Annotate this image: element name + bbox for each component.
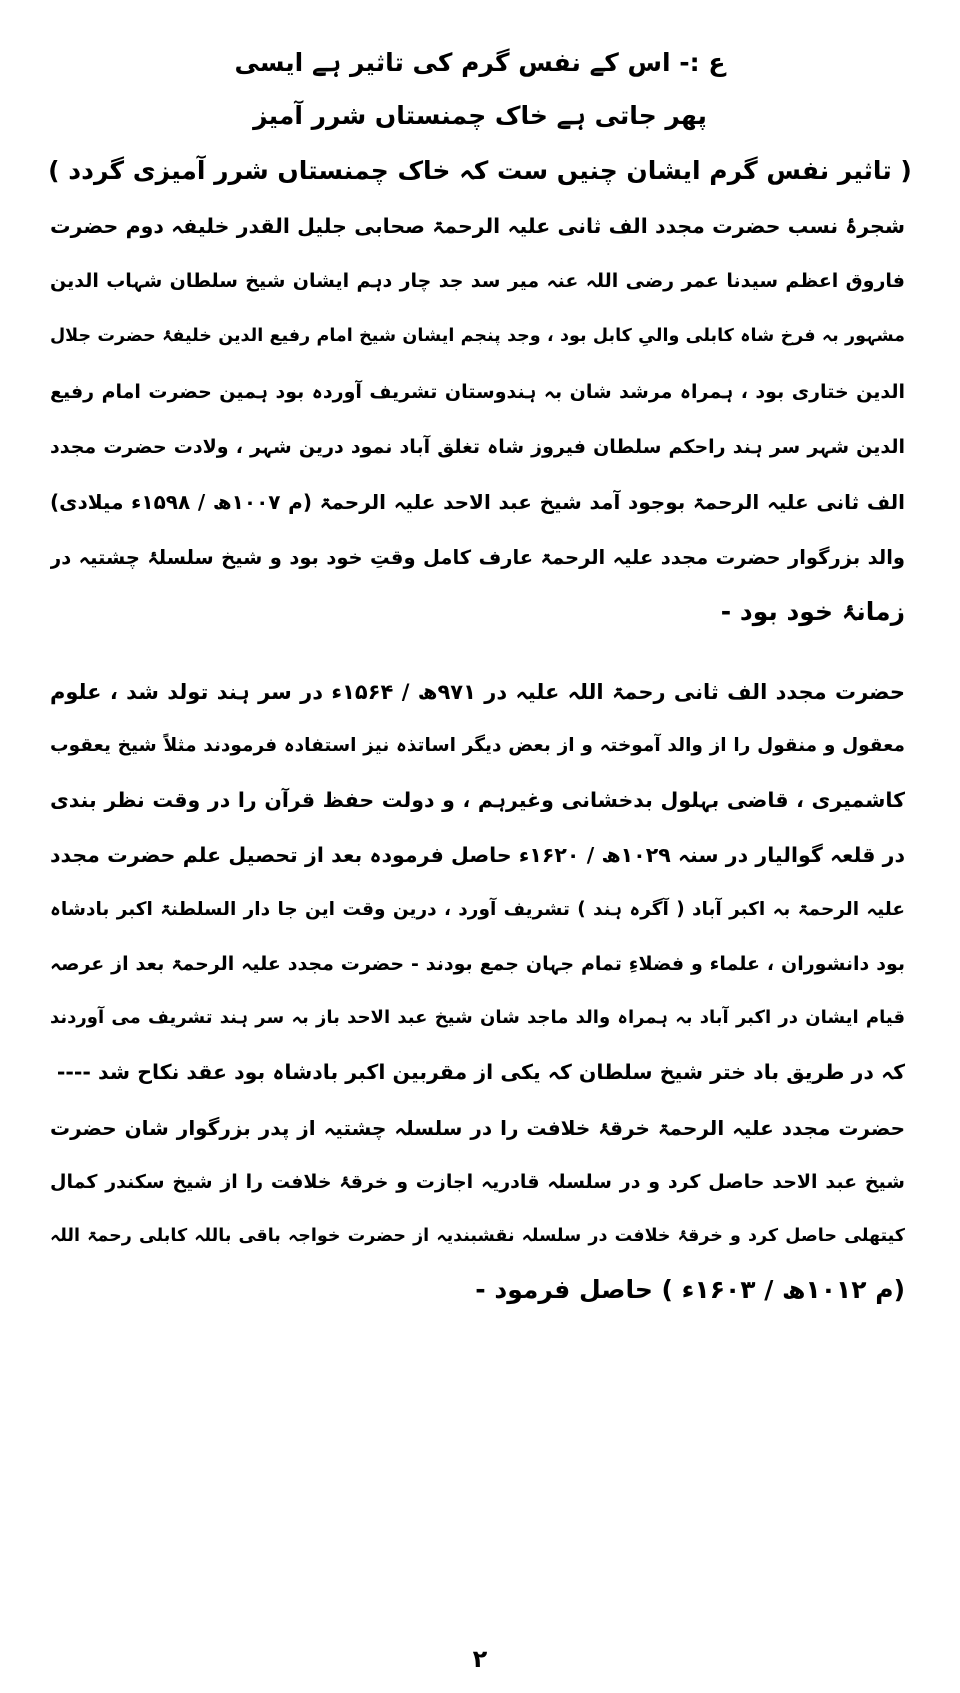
- paragraph-2-line: حضرت مجدد الف ثانی رحمۃ اللہ علیہ در ۹۷۱ھ / ۱۵۶۴ء در سر ہند تولد شد ، علوم: [50, 680, 905, 704]
- paragraph-2-line: قیام ایشان در اکبر آباد بہ ہمراہ والد ماجد شان شیخ عبد الاحد باز بہ سر ہند تشریف می آوردند: [50, 1007, 905, 1028]
- paragraph-2-line: کہ در طریق باد ختر شیخ سلطان کہ یکی از مقربین اکبر بادشاہ بود عقد نکاح شد ----: [56, 1060, 905, 1084]
- paragraph-2-line: بود دانشوران ، علماء و فضلاءِ تمام جہان جمع بودند - حضرت مجدد علیہ الرحمۃ بعد از عرصہ: [50, 953, 905, 975]
- paragraph-1-line: شجرۂ نسب حضرت مجدد الف ثانی علیہ الرحمۃ صحابی جلیل القدر خلیفہ دوم حضرت: [50, 214, 905, 238]
- paragraph-1-line: الف ثانی علیہ الرحمۃ بوجود آمد شیخ عبد الاحد علیہ الرحمۃ (م ۱۰۰۷ھ / ۱۵۹۸ء میلادی): [50, 490, 905, 514]
- paragraph-2-line: کاشمیری ، قاضی بہلول بدخشانی وغیرہم ، و دولت حفظ قرآن را در وقت نظر بندی: [50, 788, 905, 812]
- paragraph-1-line: الدین شہر سر ہند راحکم سلطان فیروز شاہ تغلق آباد نمود درین شہر ، ولادت حضرت مجدد: [50, 436, 905, 458]
- paragraph-2-line: معقول و منقول را از والد آموختہ و از بعض دیگر اساتذہ نیز استفادہ فرمودند مثلاً شیخ یعقوب: [50, 735, 905, 756]
- verse-line-2: پھر جاتی ہے خاک چمنستاں شرر آمیز: [253, 101, 707, 130]
- paragraph-1-line: والد بزرگوار حضرت مجدد علیہ الرحمۃ عارف کامل وقتِ خود بود و شیخ سلسلۂ چشتیہ در: [50, 546, 905, 569]
- paragraph-1-line: زمانۂ خود بود -: [720, 597, 905, 626]
- paragraph-1-line: الدین ختاری بود ، ہمراہ مرشد شان بہ ہندوستان تشریف آوردہ بود ہمین حضرت امام رفیع: [50, 381, 905, 403]
- paragraph-3-line: شیخ عبد الاحد حاصل کرد و در سلسلہ قادریہ اجازت و خرقۂ خلافت را از شیخ سکندر کمال: [50, 1171, 905, 1193]
- paragraph-2-line: در قلعہ گوالیار در سنہ ۱۰۲۹ھ / ۱۶۲۰ء حاصل فرمودہ بعد از تحصیل علم حضرت مجدد: [50, 843, 905, 867]
- paragraph-3-line: کیتھلی حاصل کرد و خرقۂ خلافت در سلسلہ نقشبندیہ از حضرت خواجہ باقی باللہ کابلی رحمۃ اللہ: [50, 1226, 905, 1246]
- verse-line-1: ع :- اس کے نفس گرم کی تاثیر ہے ایسی: [234, 48, 726, 77]
- paragraph-2-line: علیہ الرحمۃ بہ اکبر آباد ( آگرہ ہند ) تشریف آورد ، درین وقت این جا دار السلطنۃ اکبر بادشاہ: [50, 899, 905, 920]
- paragraph-3-line: (م ۱۰۱۲ھ / ۱۶۰۳ء ) حاصل فرمود -: [475, 1275, 905, 1304]
- paragraph-3-line: حضرت مجدد علیہ الرحمۃ خرقۂ خلافت را در سلسلہ چشتیہ از پدر بزرگوار شان حضرت: [50, 1116, 905, 1140]
- verse-line-3-translation: ( تاثیر نفس گرم ایشان چنیں ست کہ خاک چمنستاں شرر آمیزی گردد ): [48, 156, 912, 185]
- page-number: ۲: [472, 1645, 488, 1673]
- paragraph-1-line: مشہور بہ فرخ شاہ کابلی والیِ کابل بود ، وجد پنجم ایشان شیخ امام رفیع الدین خلیفۂ حضرت جلال: [50, 326, 905, 346]
- paragraph-1-line: فاروق اعظم سیدنا عمر رضی اللہ عنہ میر سد جد چار دہم ایشان شیخ سلطان شہاب الدین: [50, 270, 905, 292]
